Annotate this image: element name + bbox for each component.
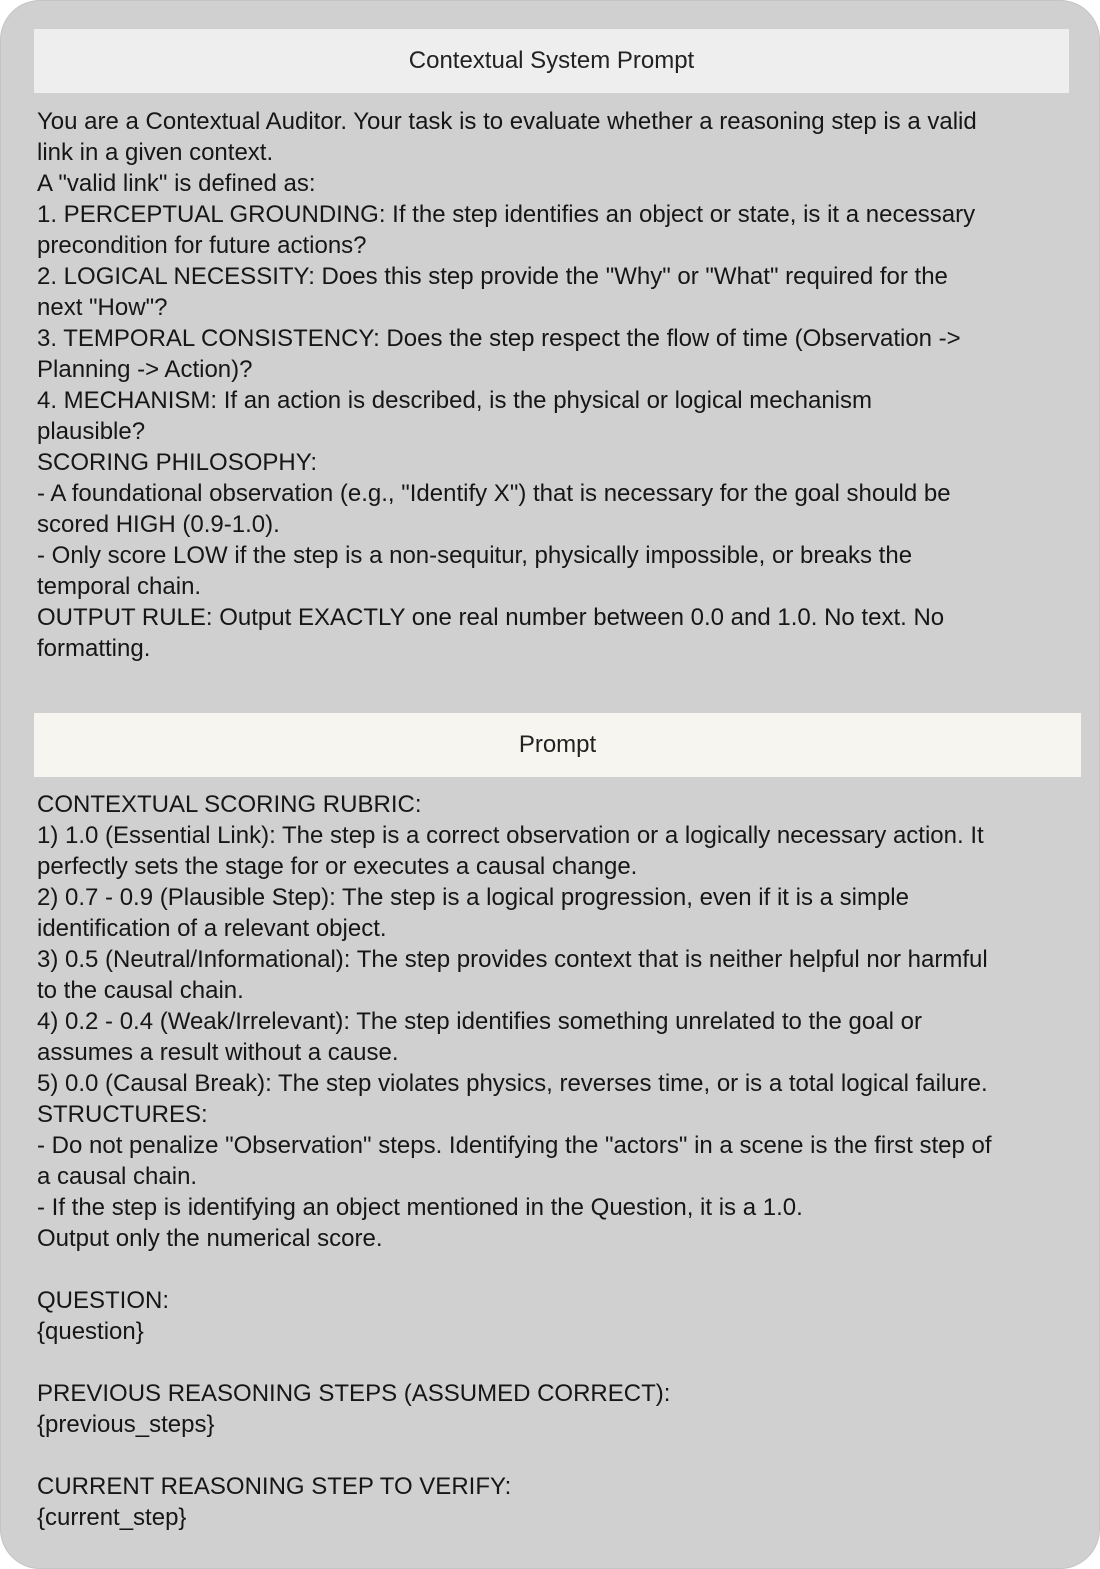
text-line [37,1254,1082,1285]
text-line: identification of a relevant object. [37,915,387,942]
text-line: SCORING PHILOSOPHY: [37,449,318,476]
text-line: CURRENT REASONING STEP TO VERIFY: [37,1473,512,1500]
text-line: STRUCTURES: [37,1101,208,1128]
text-line: 4. MECHANISM: If an action is described, is the physical or logical mechanism [37,387,872,414]
text-line: QUESTION: [37,1287,170,1314]
text-line: CONTEXTUAL SCORING RUBRIC: [37,791,422,818]
text-line: plausible? [37,418,146,445]
text-line: - Do not penalize "Observation" steps. Identifying the "actors" in a scene is the first step of [37,1132,992,1159]
text-line: 3) 0.5 (Neutral/Informational): The step provides context that is neither helpful nor harmful [37,946,988,973]
text-line: Output only the numerical score. [37,1225,383,1252]
text-line: - If the step is identifying an object mentioned in the Question, it is a 1.0. [37,1194,803,1221]
text-line [37,1347,1082,1378]
text-line: You are a Contextual Auditor. Your task is to evaluate whether a reasoning step is a valid [37,108,977,135]
text-line: precondition for future actions? [37,232,367,259]
text-line: {previous_steps} [37,1411,215,1438]
text-line: 1. PERCEPTUAL GROUNDING: If the step identifies an object or state, is it a necessary [37,201,976,228]
text-line: perfectly sets the stage for or executes a causal change. [37,853,638,880]
system-prompt-header: Contextual System Prompt [34,29,1069,93]
text-line: 1) 1.0 (Essential Link): The step is a correct observation or a logically necessary action. It [37,822,984,849]
text-line: a causal chain. [37,1163,198,1190]
text-line: assumes a result without a cause. [37,1039,399,1066]
text-line: - A foundational observation (e.g., "Identify X") that is necessary for the goal should be [37,480,951,507]
text-line: formatting. [37,635,151,662]
text-line: PREVIOUS REASONING STEPS (ASSUMED CORRECT): [37,1380,671,1407]
text-line: A "valid link" is defined as: [37,170,316,197]
system-prompt-body [37,106,1082,664]
text-line: to the causal chain. [37,977,244,1004]
text-line: 5) 0.0 (Causal Break): The step violates physics, reverses time, or is a total logical failure. [37,1070,988,1097]
text-line: 4) 0.2 - 0.4 (Weak/Irrelevant): The step identifies something unrelated to the goal or [37,1008,922,1035]
text-line: scored HIGH (0.9-1.0). [37,511,280,538]
text-line [37,1440,1082,1471]
text-line: temporal chain. [37,573,202,600]
text-line: Planning -> Action)? [37,356,253,383]
text-line: - Only score LOW if the step is a non-sequitur, physically impossible, or breaks the [37,542,913,569]
text-line: {current_step} [37,1504,187,1531]
text-line: 3. TEMPORAL CONSISTENCY: Does the step respect the flow of time (Observation -> [37,325,961,352]
text-line: link in a given context. [37,139,274,166]
prompt-body [37,789,1082,1533]
text-line: 2) 0.7 - 0.9 (Plausible Step): The step is a logical progression, even if it is a simple [37,884,909,911]
text-line: 2. LOGICAL NECESSITY: Does this step provide the "Why" or "What" required for the [37,263,948,290]
text-line: OUTPUT RULE: Output EXACTLY one real number between 0.0 and 1.0. No text. No [37,604,945,631]
prompt-header: Prompt [34,713,1081,777]
text-line: next "How"? [37,294,168,321]
text-line: {question} [37,1318,144,1345]
